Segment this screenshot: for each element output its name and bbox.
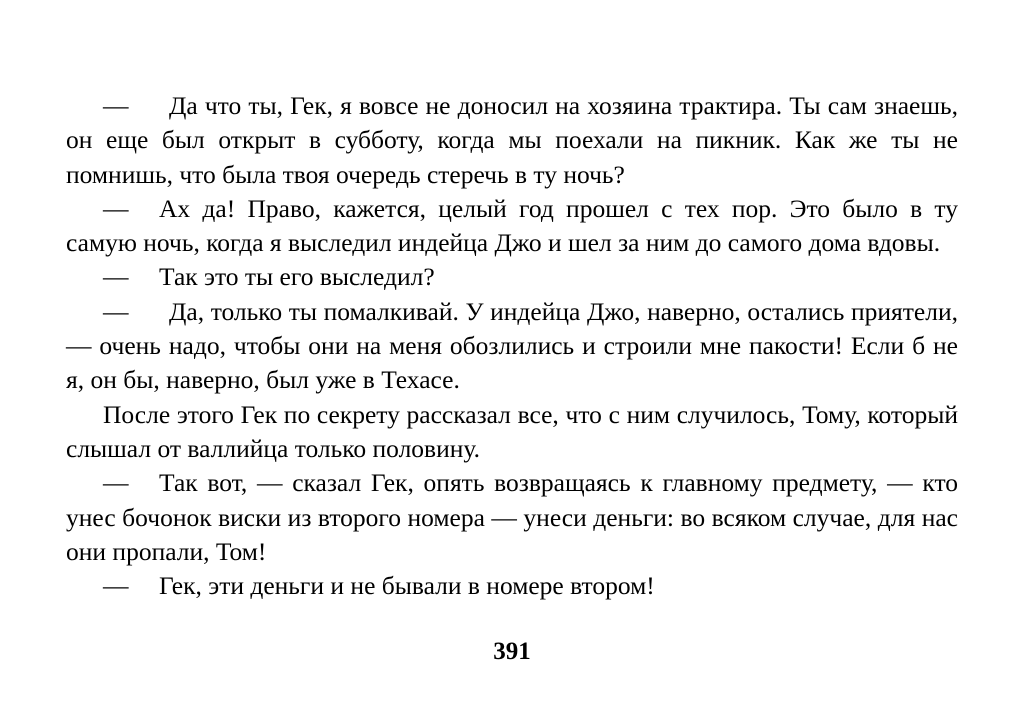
em-dash: — [103, 571, 129, 601]
em-dash: — [103, 193, 129, 223]
paragraph-text: Да, только ты помалкивай. У индейца Джо, наверно, остались приятели, — очень надо, чтобы они на меня обозлились и строили мне пакости! Если б не я, он бы, наверно, был уже в Техасе. [66, 296, 958, 395]
paragraph-text: Так это ты его выследил? [159, 262, 435, 292]
paragraph-dialogue [66, 89, 958, 192]
em-dash: — [103, 262, 129, 292]
paragraph-dialogue [66, 295, 958, 398]
page-number: 391 [493, 638, 531, 665]
paragraph-text: Гек, эти деньги и не бывали в номере втором! [159, 571, 655, 601]
paragraph-dialogue [66, 569, 958, 603]
body-text [66, 89, 958, 603]
paragraph-text: После этого Гек по секрету рассказал все, что с ним случилось, Тому, который слышал от валлийца только половину. [66, 399, 958, 463]
paragraph-text: Да что ты, Гек, я вовсе не доносил на хозяина трактира. Ты сам знаешь, он еще был открыт в субботу, когда мы поехали на пикник. Как же ты не помнишь, что была твоя очередь стеречь в ту ночь? [66, 91, 958, 189]
em-dash: — [103, 91, 129, 120]
em-dash: — [103, 296, 129, 326]
paragraph-dialogue [66, 192, 958, 261]
paragraph-dialogue [66, 260, 958, 294]
em-dash: — [103, 468, 129, 498]
paragraph-dialogue [66, 466, 958, 569]
paragraph-text: Ах да! Право, кажется, целый год прошел с тех пор. Это было в ту самую ночь, когда я выследил индейца Джо и шел за ним до самого дома вдовы. [66, 193, 958, 258]
paragraph-text: Так вот, — сказал Гек, опять возвращаясь к главному предмету, — кто унес бочонок виски из второго номера — унеси деньги: во всяком случае, для нас они пропали, Том! [66, 468, 958, 566]
paragraph-narration [66, 398, 958, 467]
